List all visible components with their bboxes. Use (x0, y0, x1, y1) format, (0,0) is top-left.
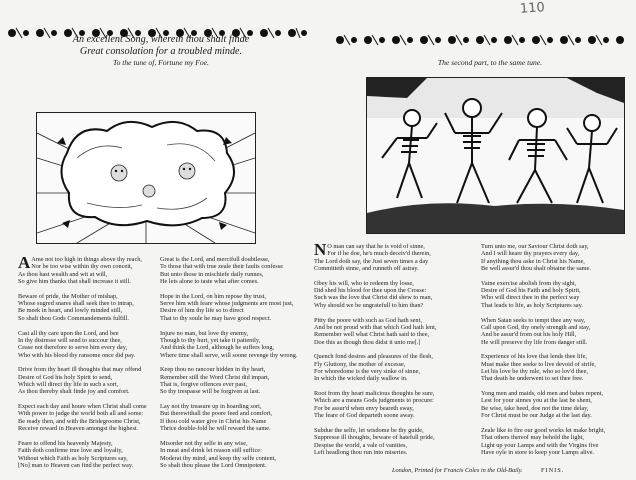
verse-line: Without which Faith as holy Scriptures say, (18, 454, 128, 462)
verse-line: Subdue the selfe, let wisdome be thy guide, (314, 426, 424, 434)
verse-line: That leads to life, as holy Scriptures say. (481, 301, 583, 309)
stanza (314, 427, 436, 456)
stanza (18, 440, 147, 469)
verse-line: Misorder not thy selfe in any wise, (160, 439, 248, 447)
stanza (314, 317, 436, 346)
skeletons-woodcut (366, 77, 625, 234)
verse-line: Have oyle in store to keep your Lamps alive. (481, 448, 595, 456)
verse-line: Thrice double-fold he will reward the same. (160, 425, 271, 433)
stanza (18, 330, 147, 359)
verse-line: Beware of pride, the Mother of mishap, (18, 292, 118, 300)
stanza (481, 353, 605, 382)
verse-line: Root from thy heart malicious thoughts be sure, (314, 390, 435, 398)
verse-line: So shalt thou Gods Commandements fulfill. (18, 314, 129, 322)
right-column-2 (481, 243, 605, 464)
verse-line: Lest for your sinnes you at the last be shent, (481, 397, 592, 405)
verse-line: Did shed his blood for thee upon the Crosse: (314, 287, 427, 295)
verse-line: And think the Lord, although he suffers long, (160, 344, 275, 352)
right-column-1 (314, 240, 437, 464)
verse-line: And be not proud with that which God hath lent, (314, 323, 437, 331)
stanza (160, 440, 297, 469)
verse-line: And be assur'd from out his holy Hill, (481, 331, 577, 339)
verse-line: Be ready then, and with the Bridegroome Christ, (18, 417, 141, 425)
verse-line: Who with his blood thy ransome once did pay. (18, 351, 136, 359)
verse-line: Why should we be ungratefull to him than? (314, 301, 424, 309)
verse-line: For Christ must be our Judge at the last day. (481, 412, 592, 420)
verse-line: So shalt thou please the Lord Omnipotent. (160, 461, 267, 469)
verse-line: To those that with true zeale their faults confesse (160, 263, 284, 271)
verse-line: Where time shall serve, will soone revenge thy wrong. (160, 351, 298, 359)
drop-cap: A (18, 253, 31, 272)
verse-line: That death he underwent to set thee free. (481, 375, 584, 383)
verse-line: He lets alone to taste what after comes. (160, 278, 259, 286)
verse-line: Remember well what Christ hath said to thee, (314, 331, 430, 339)
stanza (18, 403, 147, 432)
stanza (18, 366, 147, 395)
verse-line: If anything thou aske in Christ his Name, (481, 257, 585, 265)
stanza (18, 253, 147, 286)
verse-line: O man can say that he is void of sinne, (327, 243, 425, 250)
verse-line: For be assur'd when envy beareth sway, (314, 404, 414, 412)
verse-line: [No] man to Heaven can find the perfect way. (18, 461, 134, 469)
verse-line: Hope in the Lord, on him repose thy trust, (160, 292, 266, 300)
left-column-1 (18, 253, 147, 477)
pencil-folio-number: 110 (519, 0, 546, 17)
verse-line: In thy distresse will send to succour thee, (18, 336, 122, 344)
verse-line: Expect each day and houre when Christ shall come (18, 403, 147, 411)
verse-line: If thou cold water give in Christ his Name (160, 417, 267, 425)
second-part-heading: The second part, to the same tune. (437, 58, 543, 67)
stanza (481, 243, 605, 272)
verse-line: When Satan seeks to tempt thee any way, (481, 316, 586, 324)
verse-line: Faith doth confirme true love and loyalty, (18, 447, 123, 455)
verse-line: Desire of him thy life so to direct (160, 307, 244, 315)
verse-line: In which the wicked daily wallow in. (314, 375, 408, 383)
printer-imprint: London, Printed for Francis Coles in the Old-Baily. (392, 467, 523, 474)
verse-line: In meat and drink let reason still suffice: (160, 447, 262, 455)
verse-line: Which are a means Gods judgments to procure: (314, 397, 434, 405)
verse-line: Obey his will, who to redeem thy losse, (314, 279, 414, 287)
verse-line: Yong men and maids, old men and babes repent, (481, 390, 604, 398)
verse-line: So give him thanks that shall increase it still. (18, 278, 131, 286)
right-ornament-border (332, 33, 628, 47)
verse-line: Cease not therefore to serve him every day, (18, 344, 128, 352)
verse-line: Drive from thy heart ill thoughts that may offend (18, 366, 142, 374)
verse-line: The Lord doth say, the Just seven times a day (314, 257, 429, 265)
verse-line: Let his love be thy rule, who so lov'd thee, (481, 367, 588, 375)
verse-line: Zeale like to fire our good works let make bright, (481, 426, 606, 434)
verse-line: Keep thou no rancour hidden in thy heart, (160, 366, 266, 374)
stanza (18, 293, 147, 322)
verse-line: So thy trespasse will be forgiven at last. (160, 388, 261, 396)
stanza (160, 256, 297, 285)
finis-mark: FINIS. (541, 467, 565, 474)
verse-line: But unto those in mischiefe daily runnes, (160, 270, 264, 278)
verse-line: Remember still the Word Christ did impart, (160, 373, 270, 381)
verse-line: Be well assur'd thou shalt obtaine the same. (481, 265, 591, 273)
verse-line: Pitty the poore with such as God hath sent, (314, 316, 422, 324)
stanza (481, 317, 605, 346)
verse-line: Who will direct thee in the perfect way (481, 294, 580, 302)
stanza (160, 403, 297, 432)
verse-line: Nor be too wise within thy own conceit, (31, 263, 133, 271)
verse-line: Turn unto me, our Saviour Christ doth say, (481, 243, 589, 250)
stanza (160, 293, 297, 322)
verse-line: Lay not thy treasure up in hoarding sort, (160, 403, 262, 411)
stanza (160, 330, 297, 359)
stanza (314, 280, 436, 309)
cloud-faces-woodcut (36, 112, 256, 244)
song-title-line1: An excellent Song, wherein thou shalt finde (72, 34, 250, 45)
verse-line: Fly Gluttony, the mother of excesse, (314, 360, 406, 368)
verse-line: Be meek in heart, and lowly minded still, (18, 307, 123, 315)
verse-line: Which will direct thy life in such a sort, (18, 380, 119, 388)
verse-line: Ame not too high in things above thy reach, (31, 256, 142, 263)
verse-line: Vaine exercise abolish from thy sight, (481, 279, 577, 287)
song-title-line2: Great consolation for a troubled minde. (79, 46, 243, 57)
verse-line: Light up your Lamps and with the Virgins five (481, 441, 599, 449)
stanza (314, 240, 436, 273)
verse-line: Moderat thy mind, and keep thy selfe content, (160, 454, 276, 462)
verse-line: As thou thereby shalt finde joy and comfort. (18, 388, 130, 396)
verse-line: Serve him with feare whose judgments are most just, (160, 300, 294, 308)
stanza (481, 390, 605, 419)
verse-line: But therewithall the poore feed and comfort, (160, 410, 273, 418)
stanza (160, 366, 297, 395)
verse-line: Despise the world, a vale of vanities, (314, 441, 408, 449)
drop-cap: N (314, 240, 327, 259)
verse-line: Great is the Lord, and mercifull doubtlesse, (160, 256, 270, 263)
verse-line: Receive reward in Heaven amongst the highest. (18, 425, 139, 433)
verse-line: Cast all thy care upon the Lord, and bee (18, 329, 119, 337)
stanza (481, 427, 605, 456)
verse-line: Call upon God, thy onely strength and stay, (481, 323, 591, 331)
stanza (314, 390, 436, 419)
verse-line: With power to judge the world both all and some: (18, 410, 144, 418)
verse-line: That to thy soule he may have good respect. (160, 314, 272, 322)
left-column-2 (160, 256, 297, 477)
verse-line: Committeth sinne, and runneth off astray. (314, 265, 419, 273)
verse-line: For if he doe, he's much deceiv'd therein, (327, 250, 431, 258)
verse-line: As thou hast wealth and wit at will, (18, 270, 108, 278)
verse-line: Experience of his love that lends thee life, (481, 353, 587, 361)
verse-line: Though to thy hurt, yet take it patiently, (160, 336, 261, 344)
verse-line: And I will heare thy prayers every day, (481, 250, 580, 258)
verse-line: Must make thee seeke to live devoid of strife, (481, 360, 596, 368)
verse-line: The feare of God departeth soone away. (314, 412, 415, 420)
verse-line: Such was the love that Christ did shew to man, (314, 294, 433, 302)
verse-line: That is, forgive offences ever past, (160, 380, 248, 388)
verse-line: Desire of God his holy Spirit to send, (18, 373, 113, 381)
verse-line: Suppresse ill thoughts, beware of hatefull pride, (314, 434, 435, 442)
verse-line: That others thereof may behold the light, (481, 434, 584, 442)
verse-line: For whoredome is the very sinke of sinne, (314, 367, 420, 375)
verse-line: Injure no man, but love thy enemy, (160, 329, 249, 337)
stanza (481, 280, 605, 309)
tune-line: To the tune of, Fortune my Foe. (113, 58, 209, 67)
verse-line: Quench fond desires and pleasures of the flesh, (314, 353, 433, 361)
verse-line: Feare to offend his heavenly Majesty, (18, 439, 113, 447)
verse-line: He will preserve thy life from danger still. (481, 338, 588, 346)
stanza (314, 353, 436, 382)
verse-line: Doe this as though thou didst it unto me[.] (314, 338, 421, 346)
verse-line: Desire of God his Faith and holy Spirit, (481, 287, 581, 295)
verse-line: Be wise, take heed, doe not the time delay, (481, 404, 589, 412)
left-title-block (16, 34, 306, 68)
verse-line: Left headlong thou run into miseries. (314, 448, 408, 456)
verse-line: Whose sugred snares shall seek thee to intrap, (18, 300, 134, 308)
